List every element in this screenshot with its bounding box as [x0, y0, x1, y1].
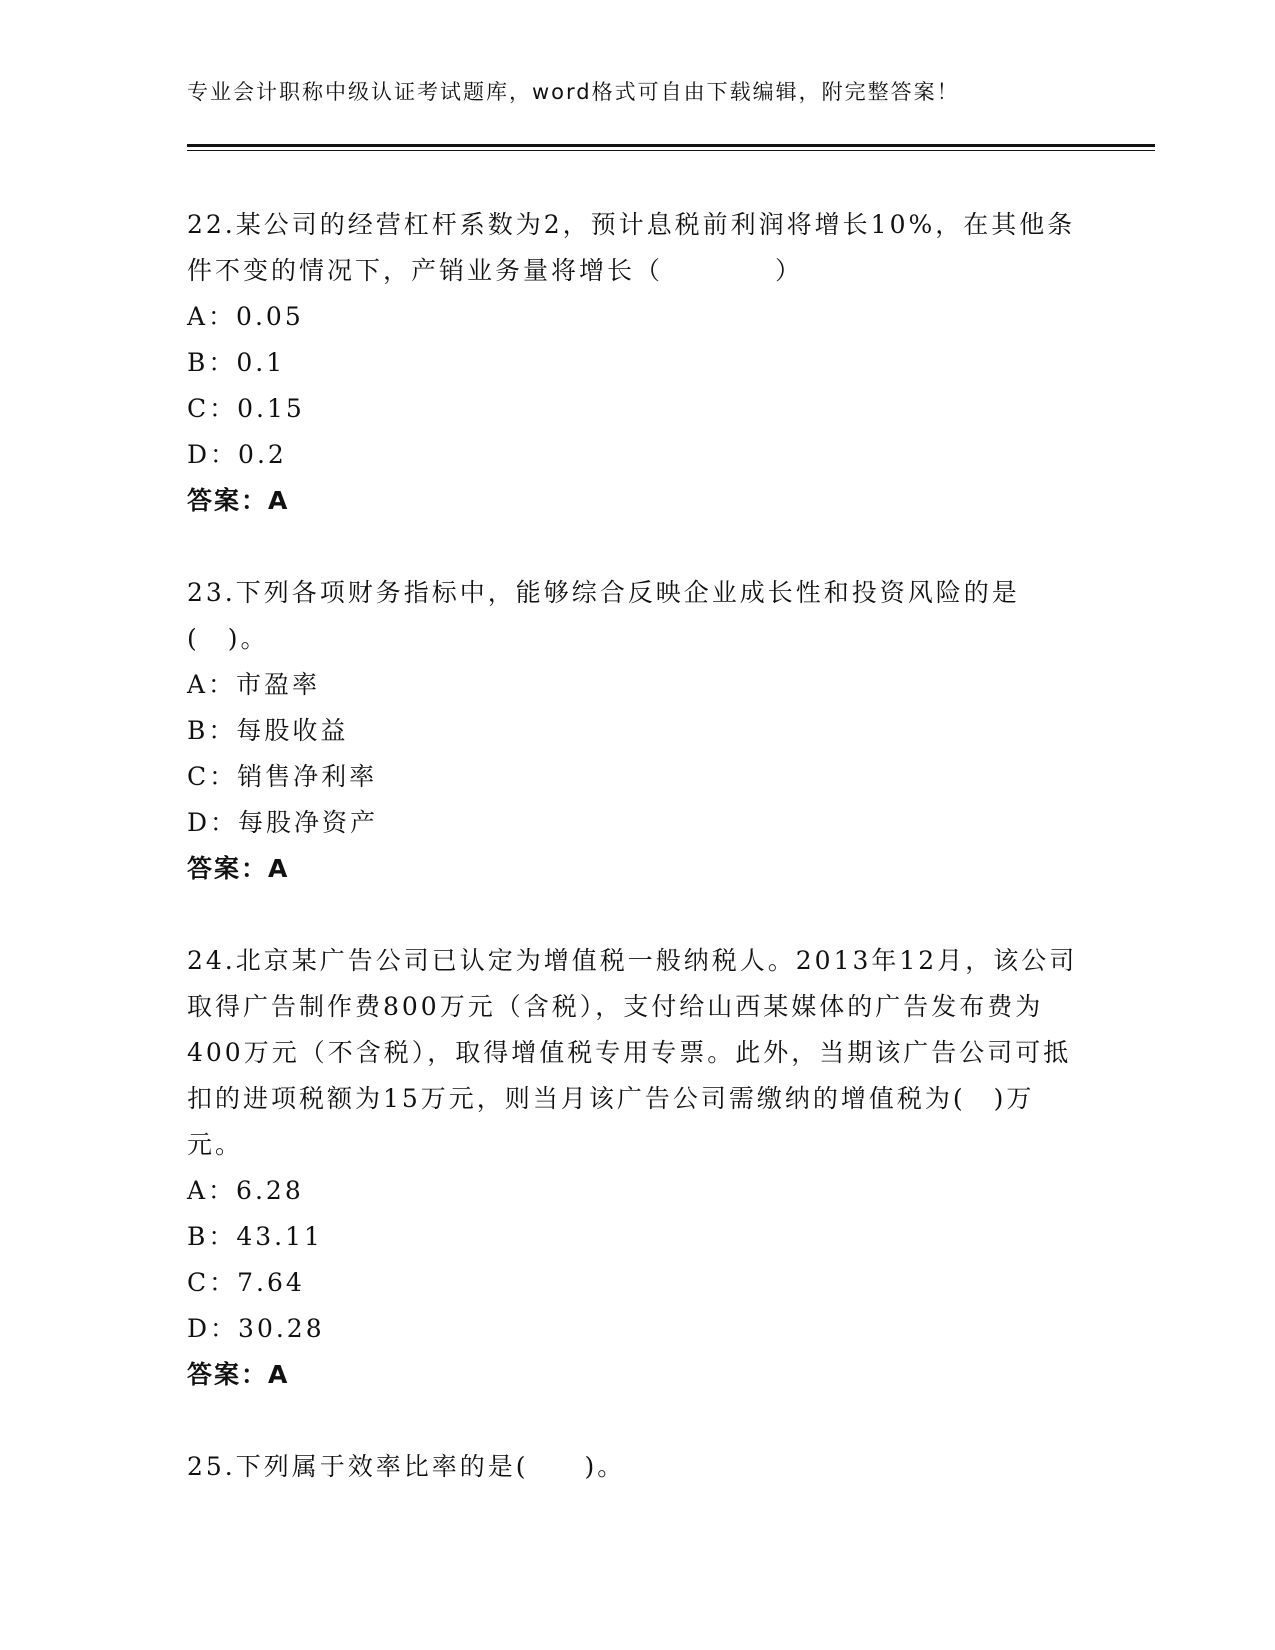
answer: 答案：A — [187, 486, 290, 515]
option-a: A：6.28 — [187, 1176, 304, 1205]
option-d: D：0.2 — [187, 440, 287, 469]
question-text: 25.下列属于效率比率的是( )。 — [187, 1452, 626, 1481]
header-divider-thin — [187, 150, 1155, 151]
question-23 — [187, 570, 1087, 892]
question-list — [187, 202, 1087, 1490]
option-b: B：43.11 — [187, 1222, 323, 1251]
option-d: D：每股净资产 — [187, 808, 379, 837]
answer: 答案：A — [187, 854, 290, 883]
option-a: A：市盈率 — [187, 670, 321, 699]
header-divider-thick — [187, 144, 1155, 147]
question-22 — [187, 202, 1087, 524]
question-text: 24.北京某广告公司已认定为增值税一般纳税人。2013年12月，该公司取得广告制作费800万元（含税），支付给山西某媒体的广告发布费为400万元（不含税），取得增值税专用专票。此外，当期该广告公司可抵扣的进项税额为15万元，则当月该广告公司需缴纳的增值税为( )万元。 — [187, 946, 1078, 1159]
option-c: C：7.64 — [187, 1268, 305, 1297]
option-c: C：销售净利率 — [187, 762, 378, 791]
option-a: A：0.05 — [187, 302, 304, 331]
question-text: 22.某公司的经营杠杆系数为2，预计息税前利润将增长10%，在其他条件不变的情况下，产销业务量将增长（ ） — [187, 210, 1076, 285]
page-header: 专业会计职称中级认证考试题库，word格式可自由下载编辑，附完整答案！ — [187, 80, 960, 104]
option-b: B：0.1 — [187, 348, 286, 377]
option-c: C：0.15 — [187, 394, 305, 423]
question-24 — [187, 938, 1087, 1398]
question-text: 23.下列各项财务指标中，能够综合反映企业成长性和投资风险的是( )。 — [187, 578, 1020, 653]
question-25 — [187, 1444, 1087, 1490]
answer: 答案：A — [187, 1360, 290, 1389]
option-b: B：每股收益 — [187, 716, 349, 745]
option-d: D：30.28 — [187, 1314, 325, 1343]
